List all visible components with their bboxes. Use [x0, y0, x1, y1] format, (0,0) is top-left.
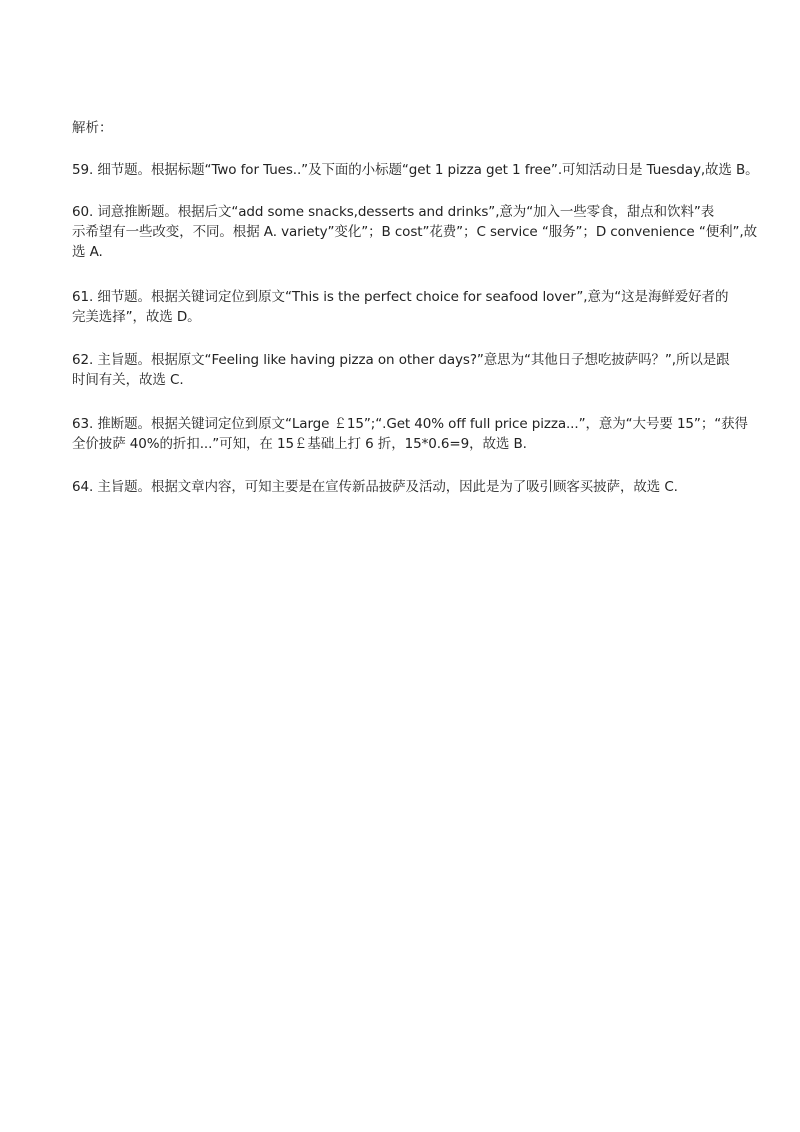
answer-64-line-1: 64. 主旨题。根据文章内容，可知主要是在宣传新品披萨及活动，因此是为了吸引顾客买披萨，故选 C. — [72, 479, 678, 495]
answer-63-line-2: 全价披萨 40%的折扣...”可知，在 15￡基础上打 6 折，15*0.6=9，故选 B. — [72, 436, 527, 452]
answer-62-line-2: 时间有关，故选 C. — [72, 372, 184, 388]
answer-62 — [72, 350, 732, 390]
answer-59 — [72, 160, 759, 180]
answer-62-line-1: 62. 主旨题。根据原文“Feeling like having pizza on other days?”意思为“其他日子想吃披萨吗？”,所以是跟 — [72, 352, 730, 368]
answer-63-line-1: 63. 推断题。根据关键词定位到原文“Large ￡15”;“.Get 40% off full price pizza...”，意为“大号要 15”；“获得 — [72, 416, 748, 432]
answer-63 — [72, 414, 748, 454]
answer-61-line-1: 61. 细节题。根据关键词定位到原文“This is the perfect choice for seafood lover”,意为“这是海鲜爱好者的 — [72, 289, 729, 305]
answer-60-line-2: 示希望有一些改变，不同。根据 A. variety”变化”；B cost”花费”；C service “服务”；D convenience “便利”,故 — [72, 224, 757, 240]
answer-61 — [72, 287, 732, 327]
answer-64 — [72, 477, 732, 497]
answer-60-line-3: 选 A. — [72, 244, 103, 260]
answer-61-line-2: 完美选择”，故选 D。 — [72, 309, 201, 325]
answer-59-line-1: 59. 细节题。根据标题“Two for Tues..”及下面的小标题“get 1 pizza get 1 free”.可知活动日是 Tuesday,故选 B。 — [72, 162, 759, 178]
answer-60-line-1: 60. 词意推断题。根据后文“add some snacks,desserts and drinks”,意为“加入一些零食，甜点和饮料”表 — [72, 204, 715, 220]
analysis-heading: 解析： — [72, 120, 113, 136]
answer-60 — [72, 202, 757, 262]
